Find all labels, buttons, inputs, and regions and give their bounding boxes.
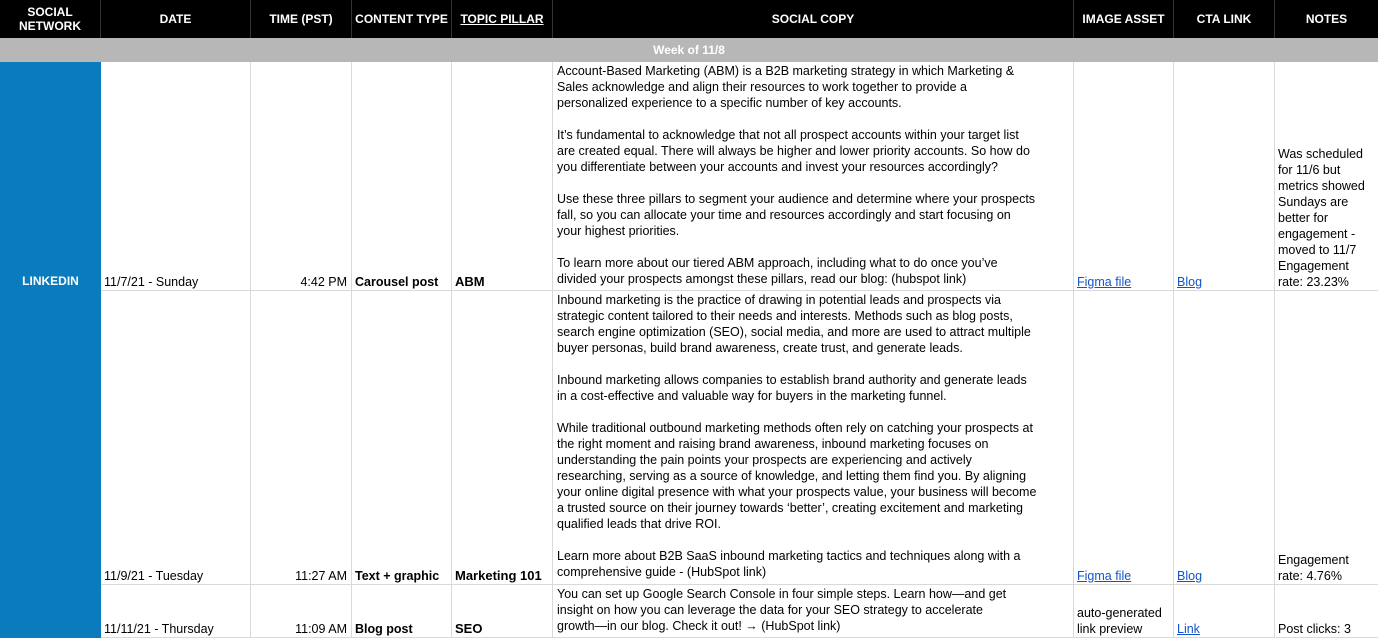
notes-cell[interactable]: Was scheduled for 11/6 but metrics showed Sundays are better for engagement - moved to 11/7 Engagement rate: 23.23% — [1275, 62, 1378, 291]
header-topic-pillar-label: TOPIC PILLAR — [460, 12, 544, 26]
date-cell[interactable]: 11/7/21 - Sunday — [101, 62, 251, 291]
content-type-cell[interactable]: Carousel post — [352, 62, 452, 291]
notes-cell[interactable]: Engagement rate: 4.76% — [1275, 291, 1378, 585]
network-cell-linkedin[interactable] — [0, 62, 101, 638]
header-notes-label: NOTES — [1305, 12, 1348, 26]
social-copy-cell[interactable]: Account-Based Marketing (ABM) is a B2B marketing strategy in which Marketing & Sales acknowledge and align their resources to work together to provide a personalized experience to a specific number of key accounts. It’s fundamental to acknowledge that not all prospect accounts within your target list are created equal. There will always be higher and lower priority accounts. So how do you differentiate between your accounts and invest your resources accordingly? Use these three pillars to segment your audience and determine where your prospects fall, so you can allocate your time and resources accordingly and start focusing on your highest priorities. To learn more about our tiered ABM approach, including what to do once you’ve divided your prospects amongst these pillars, read our blog: (hubspot link) — [553, 62, 1074, 291]
header-social-copy-label: SOCIAL COPY — [771, 12, 855, 26]
time-cell[interactable]: 4:42 PM — [251, 62, 352, 291]
time-cell[interactable]: 11:27 AM — [251, 291, 352, 585]
notes-cell[interactable]: Post clicks: 3 — [1275, 585, 1378, 638]
content-type-cell[interactable]: Text + graphic — [352, 291, 452, 585]
image-asset-cell[interactable] — [1074, 291, 1174, 585]
header-topic-pillar[interactable] — [452, 0, 553, 38]
header-date[interactable] — [101, 0, 251, 38]
cta-link[interactable]: Blog — [1177, 275, 1203, 289]
cta-link-cell[interactable] — [1174, 291, 1275, 585]
date-cell[interactable]: 11/11/21 - Thursday — [101, 585, 251, 638]
image-asset-link[interactable]: Figma file — [1077, 569, 1132, 583]
cta-link-cell[interactable] — [1174, 585, 1275, 638]
cta-link[interactable]: Link — [1177, 622, 1200, 636]
header-image-asset[interactable] — [1074, 0, 1174, 38]
header-notes[interactable] — [1275, 0, 1378, 38]
topic-pillar-cell[interactable]: Marketing 101 — [452, 291, 553, 585]
image-asset-cell[interactable]: auto-generated link preview — [1074, 585, 1174, 638]
header-network-line2: NETWORK — [19, 19, 81, 33]
network-label: LINKEDIN — [22, 274, 79, 288]
social-copy-cell[interactable]: You can set up Google Search Console in four simple steps. Learn how—and get insight on how you can leverage the data for your SEO strategy to accelerate growth—in our blog. Check it out! → (HubSpot link) — [553, 585, 1074, 638]
header-network-line1: SOCIAL — [27, 5, 73, 19]
week-band[interactable]: Week of 11/8 — [0, 38, 1378, 62]
header-social-network[interactable] — [0, 0, 101, 38]
topic-pillar-cell[interactable]: ABM — [452, 62, 553, 291]
header-social-copy[interactable] — [553, 0, 1074, 38]
header-date-label: DATE — [159, 12, 192, 26]
header-image-asset-label: IMAGE ASSET — [1082, 12, 1165, 26]
time-cell[interactable]: 11:09 AM — [251, 585, 352, 638]
date-cell[interactable]: 11/9/21 - Tuesday — [101, 291, 251, 585]
header-time-label: TIME (PST) — [269, 12, 333, 26]
header-time[interactable] — [251, 0, 352, 38]
social-copy-cell[interactable]: Inbound marketing is the practice of drawing in potential leads and prospects via strategic content tailored to their needs and interests. Methods such as blog posts, search engine optimization (SEO), social media, and more are used to attract multiple buyer personas, build brand awareness, create trust, and generate leads. Inbound marketing allows companies to establish brand authority and generate leads in a cost-effective and valuable way for buyers in the marketing funnel. While traditional outbound marketing methods often rely on catching your prospects at the right moment and raising brand awareness, inbound marketing focuses on understanding the pain points your prospects are experiencing and actively researching, serving as a source of knowledge, and letting them find you. By aligning your online digital presence with what your prospects value, your business will become a trusted source on their journey towards ‘better’, creating excitement and marketing qualified leads that drive ROI. Learn more about B2B SaaS inbound marketing tactics and techniques along with a comprehensive guide - (HubSpot link) — [553, 291, 1074, 585]
header-cta-link[interactable] — [1174, 0, 1275, 38]
topic-pillar-cell[interactable]: SEO — [452, 585, 553, 638]
image-asset-link[interactable]: Figma file — [1077, 275, 1132, 289]
cta-link-cell[interactable] — [1174, 62, 1275, 291]
header-cta-link-label: CTA LINK — [1196, 12, 1252, 26]
header-content-type[interactable] — [352, 0, 452, 38]
image-asset-cell[interactable] — [1074, 62, 1174, 291]
cta-link[interactable]: Blog — [1177, 569, 1203, 583]
content-type-cell[interactable]: Blog post — [352, 585, 452, 638]
header-content-type-label: CONTENT TYPE — [355, 12, 448, 26]
